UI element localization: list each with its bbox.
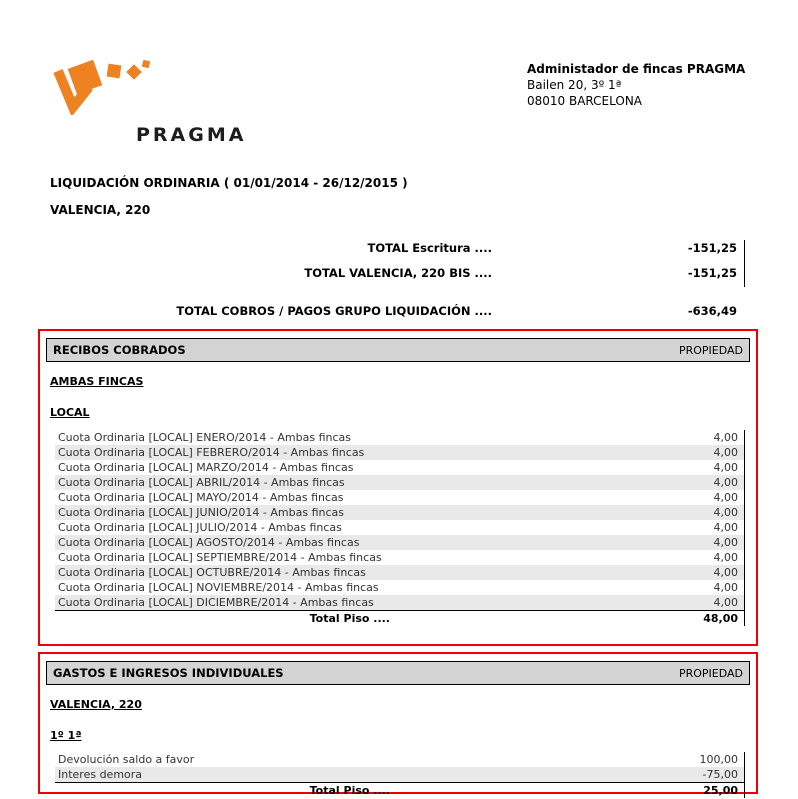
line-item-amount: 4,00 bbox=[713, 446, 738, 459]
line-item-row bbox=[55, 520, 744, 535]
summary-row bbox=[38, 266, 737, 280]
line-item-label: Cuota Ordinaria [LOCAL] AGOSTO/2014 - Ambas fincas bbox=[58, 536, 360, 549]
section-recibos-cobrados bbox=[38, 329, 758, 646]
line-items-table bbox=[55, 752, 745, 798]
total-piso-label: Total Piso .... bbox=[309, 784, 390, 797]
line-item-amount: 4,00 bbox=[713, 536, 738, 549]
grand-total-label: TOTAL COBROS / PAGOS GRUPO LIQUIDACIÓN .... bbox=[176, 304, 492, 318]
section-gastos-ingresos bbox=[38, 652, 758, 797]
office-street: Bailen 20, 3º 1ª bbox=[527, 78, 622, 92]
line-item-row bbox=[55, 580, 744, 595]
section-title: GASTOS E INGRESOS INDIVIDUALES bbox=[53, 666, 284, 680]
summary-value: -151,25 bbox=[687, 241, 737, 255]
section-header-bar bbox=[46, 661, 750, 685]
summary-label: TOTAL Escritura .... bbox=[367, 241, 492, 255]
total-piso-label: Total Piso .... bbox=[309, 612, 390, 625]
document-title: LIQUIDACIÓN ORDINARIA ( 01/01/2014 - 26/12/2015 ) bbox=[50, 176, 408, 190]
line-item-row bbox=[55, 460, 744, 475]
total-piso-amount: 48,00 bbox=[703, 612, 738, 625]
group-heading-finca: VALENCIA, 220 bbox=[50, 698, 142, 711]
office-city: 08010 BARCELONA bbox=[527, 94, 643, 108]
line-item-label: Cuota Ordinaria [LOCAL] MAYO/2014 - Ambas fincas bbox=[58, 491, 344, 504]
pragma-logo bbox=[50, 35, 247, 146]
line-item-row bbox=[55, 595, 744, 610]
section-corner-label: PROPIEDAD bbox=[678, 666, 743, 680]
total-piso-amount: 25,00 bbox=[703, 784, 738, 797]
line-item-amount: 4,00 bbox=[713, 506, 738, 519]
line-item-row bbox=[55, 430, 744, 445]
line-item-amount: 4,00 bbox=[713, 521, 738, 534]
pragma-logo-icon bbox=[50, 35, 220, 115]
grand-total-value: -636,49 bbox=[687, 304, 737, 318]
line-item-row bbox=[55, 490, 744, 505]
line-item-label: Cuota Ordinaria [LOCAL] MARZO/2014 - Ambas fincas bbox=[58, 461, 354, 474]
section-corner-label: PROPIEDAD bbox=[678, 343, 743, 357]
summary-row bbox=[38, 241, 737, 255]
group-heading-finca: AMBAS FINCAS bbox=[50, 375, 144, 388]
line-item-label: Cuota Ordinaria [LOCAL] ENERO/2014 - Ambas fincas bbox=[58, 431, 351, 444]
office-name: Administador de fincas PRAGMA bbox=[527, 62, 746, 76]
line-item-row bbox=[55, 535, 744, 550]
line-item-amount: 4,00 bbox=[713, 551, 738, 564]
line-item-label: Devolución saldo a favor bbox=[58, 753, 195, 766]
section-title: RECIBOS COBRADOS bbox=[53, 343, 186, 357]
line-item-amount: -75,00 bbox=[702, 768, 738, 781]
group-heading-piso: LOCAL bbox=[50, 406, 90, 419]
line-item-amount: 4,00 bbox=[713, 461, 738, 474]
pragma-logo-text: PRAGMA bbox=[136, 124, 247, 146]
office-address-block bbox=[527, 61, 745, 109]
line-item-row bbox=[55, 752, 744, 767]
total-piso-row bbox=[55, 610, 744, 626]
line-item-label: Cuota Ordinaria [LOCAL] OCTUBRE/2014 - Ambas fincas bbox=[58, 566, 366, 579]
line-item-row bbox=[55, 505, 744, 520]
line-items-table bbox=[55, 430, 745, 626]
line-item-amount: 4,00 bbox=[713, 596, 738, 609]
line-item-label: Cuota Ordinaria [LOCAL] NOVIEMBRE/2014 - Ambas fincas bbox=[58, 581, 379, 594]
line-item-label: Cuota Ordinaria [LOCAL] SEPTIEMBRE/2014 - Ambas fincas bbox=[58, 551, 382, 564]
line-item-row bbox=[55, 767, 744, 782]
line-item-amount: 4,00 bbox=[713, 476, 738, 489]
summary-amount-divider-line bbox=[744, 240, 745, 287]
line-item-label: Cuota Ordinaria [LOCAL] ABRIL/2014 - Ambas fincas bbox=[58, 476, 345, 489]
line-item-label: Cuota Ordinaria [LOCAL] FEBRERO/2014 - Ambas fincas bbox=[58, 446, 365, 459]
line-item-amount: 100,00 bbox=[699, 753, 738, 766]
group-heading-piso: 1º 1ª bbox=[50, 729, 82, 742]
line-item-row bbox=[55, 475, 744, 490]
line-item-amount: 4,00 bbox=[713, 581, 738, 594]
summary-value: -151,25 bbox=[687, 266, 737, 280]
line-item-row bbox=[55, 445, 744, 460]
line-item-row bbox=[55, 565, 744, 580]
line-item-amount: 4,00 bbox=[713, 566, 738, 579]
summary-label: TOTAL VALENCIA, 220 BIS .... bbox=[304, 266, 492, 280]
line-item-amount: 4,00 bbox=[713, 491, 738, 504]
grand-total-row bbox=[38, 304, 737, 318]
line-item-label: Cuota Ordinaria [LOCAL] JUNIO/2014 - Ambas fincas bbox=[58, 506, 344, 519]
document-subtitle: VALENCIA, 220 bbox=[50, 203, 151, 217]
section-header-bar bbox=[46, 338, 750, 362]
line-item-amount: 4,00 bbox=[713, 431, 738, 444]
line-item-label: Cuota Ordinaria [LOCAL] JULIO/2014 - Ambas fincas bbox=[58, 521, 342, 534]
line-item-row bbox=[55, 550, 744, 565]
line-item-label: Cuota Ordinaria [LOCAL] DICIEMBRE/2014 - Ambas fincas bbox=[58, 596, 374, 609]
line-item-label: Interes demora bbox=[58, 768, 143, 781]
